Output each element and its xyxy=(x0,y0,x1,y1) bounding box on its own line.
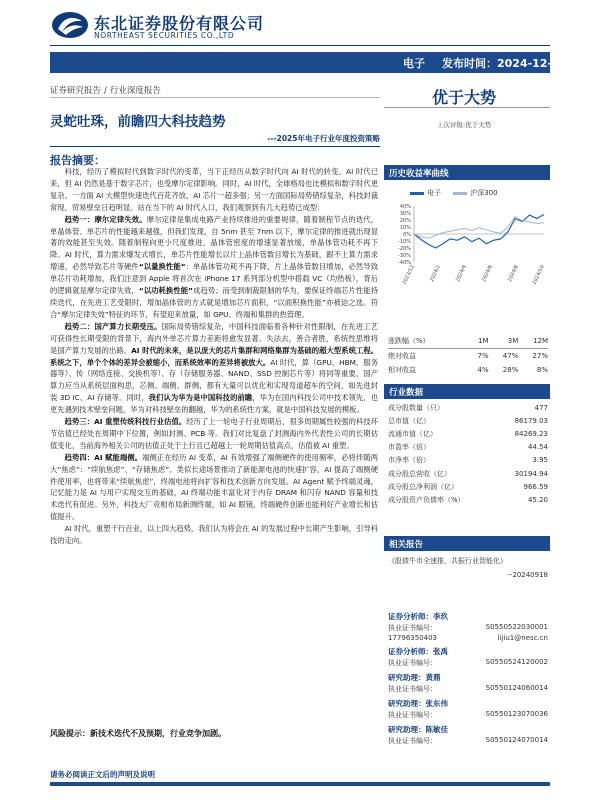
trend-one-paragraph xyxy=(50,214,378,321)
related-report-link[interactable]: 《股债牛市全速推，共振行业智能化》 xyxy=(388,557,507,565)
y-tick-label: -10% xyxy=(398,239,411,245)
column-header: 3M xyxy=(489,334,519,349)
company-name-cn: 东北证券股份有限公司 xyxy=(94,14,265,33)
trend-three-text: 经历了上一轮电子行业周期后，很多周期属性较强的科技环节估值已经处在周期中下位置，例如封测、PCB 等。我们对比复盘了封测海内外代表性公司的长期估值变化，当前海外相关公司的估值正处于上行且已超越上一轮周期估值高点，估值被 AI 重塑。 xyxy=(50,417,378,450)
y-tick-label: 40% xyxy=(399,204,411,210)
column-header: 1M xyxy=(467,334,488,349)
column-header: 12M xyxy=(518,334,548,349)
license-row xyxy=(388,710,548,720)
cell: 47% xyxy=(502,352,519,360)
report-title: 灵蛇吐珠，前瞻四大科技趋势 xyxy=(50,114,226,130)
analyst-title: 研究助理：黄鼎 xyxy=(388,673,441,682)
analyst-title: 证券分析师：李玖 xyxy=(388,612,448,621)
trend-one-highlight: “以量换性能” xyxy=(138,262,186,272)
x-tick-label: 2023/12 xyxy=(401,264,416,286)
company-logo-icon xyxy=(50,10,90,40)
trend-three-heading: 趋势三：AI 重塑传统科技行业估值。 xyxy=(64,417,187,427)
trend-four-heading: 趋势四：AI 赋能端侧。 xyxy=(64,452,143,462)
legend-label: 沪深300 xyxy=(470,189,498,197)
cell: 86179.03 xyxy=(514,416,548,425)
breadcrumb-item: 行业深度报告 xyxy=(109,86,161,96)
contact-row xyxy=(388,634,548,642)
row-label: 绝对收益 xyxy=(388,352,416,360)
trend-two-text: 国际局势错综复杂，中国科技面临着各种针对性限制，在先进工艺可获得性长期受限的背景下，海内外单芯片算力差距将愈发显著。失法去，善合者胜，系统性思维将是国产算力发展的出路。 xyxy=(50,321,378,355)
table-row xyxy=(388,480,548,493)
license-number: S0550524120002 xyxy=(485,658,548,666)
trend-three-paragraph xyxy=(50,416,378,452)
license-label: 执业证书编号： xyxy=(388,711,437,719)
trend-two-paragraph xyxy=(50,321,378,416)
breadcrumb-divider xyxy=(50,97,380,98)
table-header-row xyxy=(388,334,548,349)
license-row xyxy=(388,623,548,633)
analyst-phone: 17796350403 xyxy=(388,634,437,642)
company-name-en: NORTHEAST SECURITIES CO.,LTD xyxy=(94,31,235,40)
legend-item xyxy=(410,188,441,198)
row-label: 成分股资产负债率（%） xyxy=(388,495,465,504)
analyst-email-link[interactable]: lijiu1@nesc.cn xyxy=(497,634,548,642)
analyst-title: 研究助理：陈敏佳 xyxy=(388,725,448,734)
trend-two-highlight: AI 时代的未来，是以庞大的芯片集群和网络集群为基础的超大型系统工程。系统之下，单个个体的差异会被缩小，而系统效率的差异将被放大。 xyxy=(50,345,378,367)
release-time: 发布时间：2024-12-26 xyxy=(442,57,568,70)
legend-label: 电子 xyxy=(427,189,441,197)
breadcrumb-item: 证券研究报告 xyxy=(50,86,102,96)
industry-data-header: 行业数据 xyxy=(384,384,550,399)
industry-data-table xyxy=(388,401,548,507)
y-tick-label: -40% xyxy=(398,260,411,266)
previous-rating: 上次评级:优于大势 xyxy=(437,121,492,129)
x-tick-label: 2024/2 xyxy=(428,264,442,283)
related-report-date: --20240918 xyxy=(507,571,548,579)
table-row xyxy=(388,493,548,506)
y-tick-label: 0% xyxy=(403,232,411,238)
x-tick-label: 2024/8 xyxy=(506,264,520,283)
cell: 4% xyxy=(477,366,489,374)
license-number: S0550522030001 xyxy=(485,623,548,631)
cell: 7% xyxy=(477,352,489,360)
row-label: 成分股总营收（亿） xyxy=(388,469,451,478)
cell: 44.54 xyxy=(527,443,548,452)
cell: 30194.94 xyxy=(514,469,548,478)
table-row xyxy=(388,414,548,427)
trend-four-text: 端侧正在经历 AI 变革，AI 有效增强了端侧硬件的使用频率，必将伴随两大“焦虑”：“续航焦虑”、“存储焦虑”。类似长途场景推动了新能源电池的快速扩容，AI 提高了端侧硬件使用率，也将带来“续航焦虑”，终端电池将向扩容和技术创新方向发展。AI Agent 赋予终端灵魂，记忆能力是 AI 与用户实现交互的基础，AI 终端功能丰富化对于内存 DRAM 和闪存 NAND 容量和技术迭代有促进。另外，科技大厂竞相布局新测终端，如 AI 眼镜，终端硬件创新也能利好产业增长和估值提升。 xyxy=(50,452,378,522)
title-divider xyxy=(50,146,380,147)
y-tick-label: 20% xyxy=(399,218,411,224)
sector-band xyxy=(50,52,568,73)
table-row xyxy=(388,441,548,454)
summary-heading: 报告摘要： xyxy=(50,154,105,167)
analyst-entry xyxy=(388,698,548,720)
investment-rating: 优于大势 xyxy=(432,88,497,107)
cell: 84269.23 xyxy=(514,429,548,438)
license-label: 执业证书编号： xyxy=(388,659,437,667)
cell: 8% xyxy=(536,366,548,374)
risk-warning: 风险提示：新技术迭代不及预期，行业竞争加剧。 xyxy=(50,729,226,738)
row-label: 相对收益 xyxy=(388,366,416,374)
cell: 27% xyxy=(532,352,548,360)
x-tick-label: 2024/4 xyxy=(454,264,468,283)
cell: 477 xyxy=(534,403,548,412)
table-row xyxy=(388,401,548,414)
analyst-entry xyxy=(388,672,548,694)
row-label: 成分股数量（只） xyxy=(388,403,444,412)
chart-legend xyxy=(410,188,508,198)
table-row xyxy=(388,454,548,467)
legend-item xyxy=(453,188,497,198)
report-subtitle: ---2025年电子行业年度投资策略 xyxy=(267,134,380,143)
analyst-entry xyxy=(388,611,548,642)
trend-two-text-2: AI 时代，算（GPU、HBM、服务器等）、传（网络连接、交换机等）、存（存储服务器、NAND、SSD 控制芯片等）将同等重要，国产算力应当从系统层面构思，芯侧、端侧、群侧，都有大量可以优化和实现弯道超车的空间，如先进封装 3D IC、AI 存储等。同时， xyxy=(50,357,378,403)
y-tick-label: 30% xyxy=(399,211,411,217)
license-number: S0550124060014 xyxy=(485,684,548,692)
sector-label: 电子 xyxy=(403,57,425,70)
header-divider xyxy=(50,45,550,46)
cell: 45.20 xyxy=(527,495,548,504)
trend-two-heading: 趋势二：国产算力长期受压。 xyxy=(64,321,162,331)
y-tick-label: 10% xyxy=(399,225,411,231)
y-tick-label: -30% xyxy=(398,253,411,259)
table-row xyxy=(388,363,548,377)
cell: 28% xyxy=(502,366,519,374)
closing-paragraph: AI 时代，重塑千行百业，以上四大趋势，我们认为将会在 AI 的发展过程中长期产生影响，引导科技的走向。 xyxy=(50,524,378,546)
row-label: 流通市值（亿） xyxy=(388,429,437,438)
trend-two-highlight-2: 我们认为华为是中国科技的前瞻 xyxy=(148,393,253,403)
trend-one-highlight-2: “以功耗换性能” xyxy=(138,286,193,296)
legend-swatch xyxy=(453,192,467,195)
license-row xyxy=(388,684,548,694)
disclaimer-note: 请务必阅读正文后的声明及说明 xyxy=(50,770,155,779)
breadcrumb xyxy=(50,84,161,96)
x-tick-label: 2024/6 xyxy=(480,264,494,283)
performance-table xyxy=(388,334,548,377)
table-row xyxy=(388,467,548,480)
return-curve-chart xyxy=(384,200,550,315)
y-tick-label: -20% xyxy=(398,246,411,252)
column-header: 涨跌幅（%） xyxy=(388,334,467,349)
rating-divider xyxy=(384,107,550,108)
legend-swatch xyxy=(410,192,424,195)
page-header xyxy=(50,8,550,48)
row-label: 市净率（倍） xyxy=(388,456,430,465)
summary-paragraph: 科技，经历了模拟时代到数字时代的变革，当下正经历从数字时代向 AI 时代的转变。AI 时代已来，但 AI 仍然是基于数字芯片，也受摩尔定律影响。同时，AI 时代，全球格局也比模拟和数字时代更复杂。一方面 AI 大模型快速迭代百花齐放，AI 芯片一超多强；另一方面国际局势错综复杂，科技封裁常现，贸易壁垒日趋明显。站在当下的 AI 时代入口，我们观察到有几大趋势已成型： xyxy=(50,167,378,212)
trend-one-text-3: 成趋势；而受到制裁限制的华为，要保证终端芯片性能持续迭代，在先进工艺受限时，增加晶体管的方式就是增加芯片面积，“以面积换性能”亦被迫之选。符合“摩尔定律失效”特征的环节，有望迎来放量，如 GPU、终端和集群的热管理。 xyxy=(50,286,378,319)
analyst-entry xyxy=(388,646,548,668)
analyst-list xyxy=(388,611,548,750)
summary-body xyxy=(50,166,378,686)
breadcrumb-separator: / xyxy=(104,86,107,96)
row-label: 成分股总净利润（亿） xyxy=(388,482,458,491)
license-label: 执业证书编号： xyxy=(388,685,437,693)
analyst-entry xyxy=(388,724,548,746)
series-line-0 xyxy=(414,214,544,248)
row-label: 市盈率（倍） xyxy=(388,443,430,452)
trend-one-text: 摩尔定律是集成电路产业持续推进的重要规律，随着制程节点的迭代，单晶体管、单芯片的性能越来越强，但我们发现，自 5nm 甚至 7nm 以下，摩尔定律的推进就出现显著的效能甚至失效。随着制程向更小尺度推进，晶体管密度的增速显著放缓，单晶体管功耗不再下降。AI 时代，算力需求爆发式增长，单芯片性能增长以片上晶体管数目增长为基础，跟不上算力需求增速，必然导致芯片等硬件 xyxy=(50,214,378,272)
trend-one-text-2: ：单晶体管功耗不再下降，片上晶体管数目增加，必然导致单芯片功耗增加，我们注意到 Apple 将首次在 iPhone 17 系列部分机型中搭载 VC（均热板），背后的逻辑就是摩尔定律失效， xyxy=(50,262,378,296)
license-row xyxy=(388,658,548,668)
x-tick-label: 2024/10 xyxy=(531,264,546,286)
license-number: S0550124070014 xyxy=(485,736,548,744)
license-label: 执业证书编号： xyxy=(388,624,437,632)
row-label: 总市值（亿） xyxy=(388,416,430,425)
footer-band xyxy=(50,782,550,786)
table-row xyxy=(388,427,548,440)
trend-two-text-3: ，华为在国内科技公司中技术领先，也更先遇到技术壁垒问题，华为对科技壁垒的翻越，华为的系统性方案，就是中国科技发展的模板。 xyxy=(50,393,378,415)
cell: 3.95 xyxy=(532,456,548,465)
license-number: S0550123070036 xyxy=(485,710,548,718)
license-label: 执业证书编号： xyxy=(388,737,437,745)
chart-section-header: 历史收益率曲线 xyxy=(384,165,550,180)
trend-four-paragraph xyxy=(50,452,378,523)
analyst-title: 证券分析师：张禹 xyxy=(388,647,448,656)
related-reports-header: 相关报告 xyxy=(384,536,550,551)
analyst-title: 研究助理：张东伟 xyxy=(388,699,448,708)
license-row xyxy=(388,736,548,746)
table-row xyxy=(388,349,548,364)
cell: 966.59 xyxy=(523,482,548,491)
trend-one-heading: 趋势一：摩尔定律失效。 xyxy=(64,214,147,224)
